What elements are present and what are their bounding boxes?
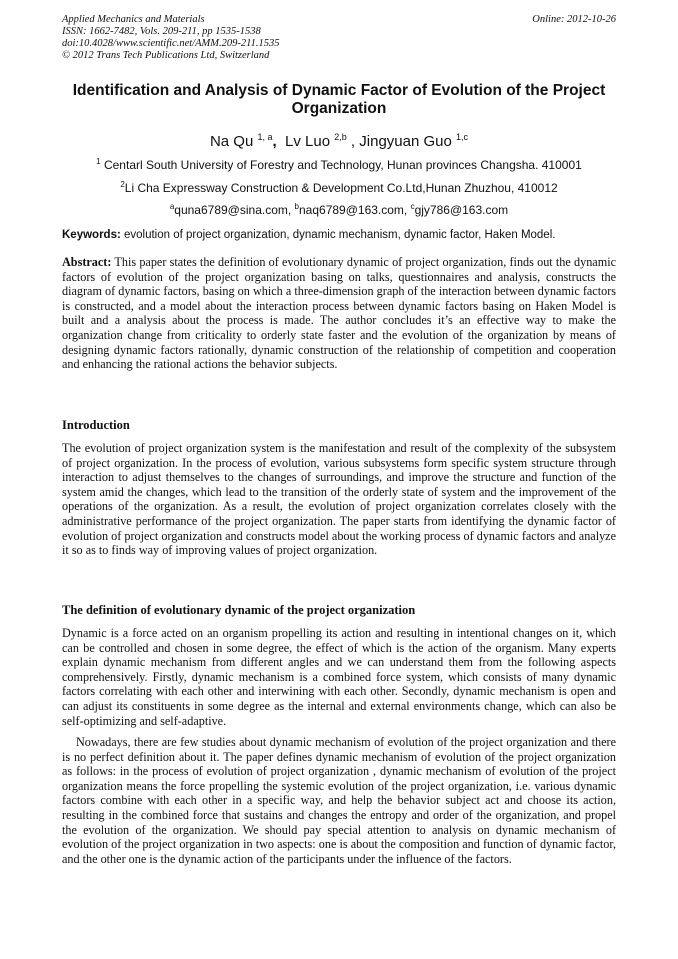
affiliation-text: Centarl South University of Forestry and Technology, Hunan provinces Changsha. 410001 [103, 158, 582, 172]
paper-title: Identification and Analysis of Dynamic Factor of Evolution of the Project Organization [72, 82, 606, 117]
copyright-line: © 2012 Trans Tech Publications Ltd, Switzerland [62, 50, 270, 61]
email-marker: b [294, 202, 299, 211]
author-name: Na Qu [209, 133, 254, 150]
author-line: Na Qu $^{1, a}$, Lv Luo $^{2,b}$ , Jingyuan Guo $^{1,c}$ [209, 132, 469, 150]
section-heading-definition: The definition of evolutionary dynamic of the project organization [62, 603, 416, 617]
abstract [62, 255, 616, 372]
author-superscript: 1, a [257, 132, 273, 142]
online-date: Online: 2012-10-26 [532, 14, 616, 25]
keywords [62, 228, 616, 242]
keywords-text: evolution of project organization, dynamic mechanism, dynamic factor, Haken Model. [120, 229, 556, 241]
issn-line: ISSN: 1662-7482, Vols. 209-211, pp 1535-1538 [62, 26, 261, 37]
abstract-text: This paper states the definition of evolutionary dynamic of project organization, finds out the dynamic factors of evolution of the project organization basing on talks, questionnaires and analysis, constructs the diagram of dynamic factors, basing on which a three-dimension graph of the interaction between dynamic factors is constructed, and a model about the interaction process between dynamic factors basing on Haken Model is built and a analysis about the process is made. The author concludes it’s an effective way to make the organization change from criticality to orderly state faster and the evolution of the organization by means of designing dynamic factors rationally, dynamic construction of the relationship of competition and cooperation and enhancing the rational actions the behavior subjects. [62, 255, 616, 372]
author-superscript: 2,b [334, 132, 347, 142]
introduction-paragraph: The evolution of project organization system is the manifestation and result of the complexity of the subsystem of project organization. In the process of evolution, various subsystems form specific system structure through interaction to adjust themselves to the changes of surroundings, and improve the structure and function of the system amid the changes, which lead to the transition of the orderly state of system and the improvement of the operations of the organization. As a result, the evolution of project organization correlates closely with the administrative performance of the project organization. The paper starts from identifying the dynamic factor of evolution of project organization and constructs model about the working process of dynamic factors and analyze it so as to finds way of improving values of project organization. [62, 441, 616, 558]
affiliation-marker: 2 [120, 180, 125, 189]
affiliation-text: Li Cha Expressway Construction & Development Co.Ltd,Hunan Zhuzhou, 410012 [124, 181, 558, 195]
author-name: Lv Luo [285, 133, 331, 150]
email-marker: c [410, 202, 415, 211]
author-name: Jingyuan Guo [359, 133, 452, 150]
email-b: naq6789@163.com, [299, 203, 411, 217]
keywords-label: Keywords: [62, 229, 121, 241]
email-line [62, 200, 616, 217]
email-marker: a [169, 202, 175, 211]
affiliation-marker: 1 [96, 157, 101, 166]
abstract-label: Abstract: [62, 255, 112, 269]
doi-line: doi:10.4028/www.scientific.net/AMM.209-211.1535 [62, 38, 280, 49]
section-heading-introduction: Introduction [62, 418, 130, 432]
journal-name: Applied Mechanics and Materials [62, 14, 205, 25]
affiliation-2 [62, 178, 616, 195]
author-superscript: 1,c [456, 132, 469, 142]
definition-paragraph-1: Dynamic is a force acted on an organism propelling its action and resulting in intentional changes on it, which can be controlled and chosen in some degree, the effect of which is the action of the organism. Many experts explain dynamic mechanism from different angles and we can understand them from the following aspects comprehensively. Firstly, dynamic mechanism is a combined force system, which consists of many dynamic factors correlating with each other and interwining with each other. Secondly, dynamic mechanism is open and can adjust its constituents in some degree as the internal and external environments change, which can also be self-optimizing and self-adaptive. [62, 626, 616, 728]
journal-header [62, 14, 616, 62]
definition-paragraph-2: Nowadays, there are few studies about dynamic mechanism of evolution of the project organization and there is no perfect definition about it. The paper defines dynamic mechanism of evolution of the project organization as follows: in the process of evolution of project organization , dynamic mechanism of evolution of the project organization means the force propelling the systemic evolution of the project organization, i.e. various dynamic factors combine with each other in a specific way, and help the behavior subject act and choose its action, resulting in the combined force that sustains and changes the entropy and order of the organization, and propel the evolution of the organization. We should pay special attention to analysis on dynamic mechanism of evolution of the project organization in two aspects: one is about the composition and function of dynamic factor, and the other one is the dynamic action of the participants under the influence of the factors. [62, 735, 616, 866]
email-a: quna6789@sina.com, [174, 203, 295, 217]
affiliation-1 [62, 155, 616, 172]
email-c: gjy786@163.com [414, 203, 509, 217]
